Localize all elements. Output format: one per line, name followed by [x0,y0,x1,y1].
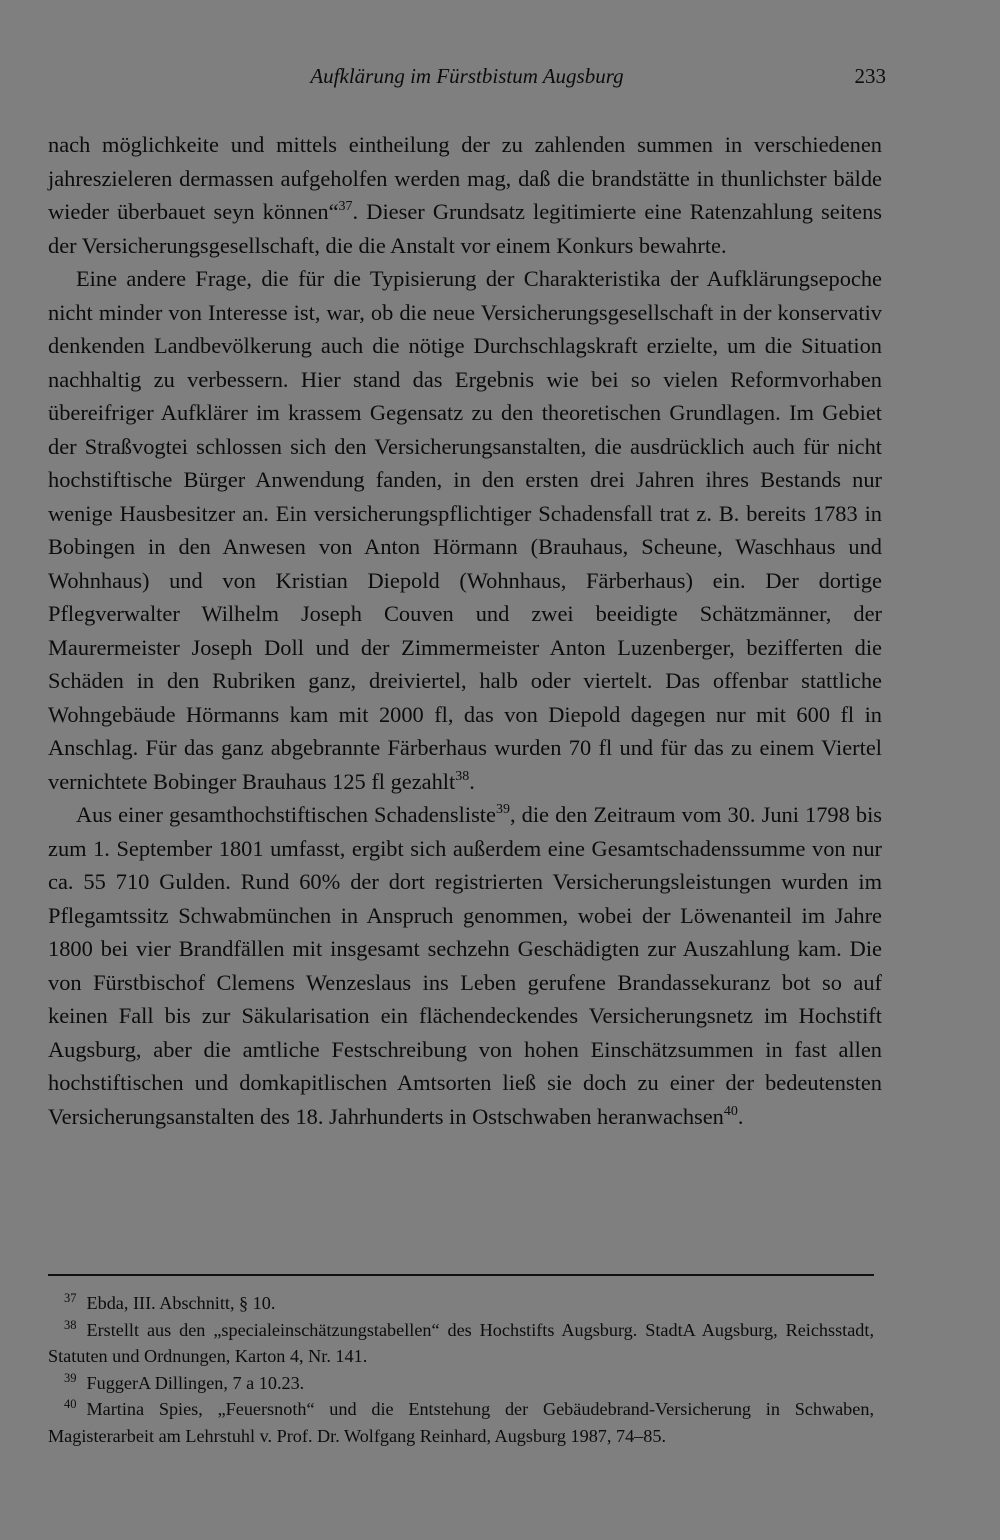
paragraph-3-text-c: . [737,1103,744,1129]
footnote-text: Erstellt aus den „specialeinschätzungstabellen“ des Hochstifts Augsburg. StadtA Augsburg, Reichsstadt, Statuten und Ordnungen, Karton 4, Nr. 141. [48,1319,874,1366]
footnote-ref-38: 38 [455,768,470,784]
footnote-37 [48,1290,874,1317]
footnote-ref-40: 40 [723,1103,738,1119]
paragraph-3 [48,798,882,1133]
footnote-40 [48,1396,874,1449]
footnote-text: Ebda, III. Abschnitt, § 10. [86,1293,276,1313]
footnote-text: Martina Spies, „Feuersnoth“ und die Entstehung der Gebäudebrand-Versicherung in Schwaben, Magisterarbeit am Lehrstuhl v. Prof. Dr. Wolfgang Reinhard, Augsburg 1987, 74–85. [48,1399,874,1446]
footnote-number: 38 [64,1317,77,1332]
paragraph-1 [48,128,882,262]
footnote-text: FuggerA Dillingen, 7 a 10.23. [86,1372,305,1393]
paragraph-2-text-a: Eine andere Frage, die für die Typisierung der Charakteristika der Aufklärungsepoche nicht minder von Interesse ist, war, ob die neue Versicherungsgesellschaft in der konservativ denkenden Landbevölkerung auch die nötige Durchschlagskraft erzielte, um die Situation nachhaltig zu verbessern. Hier stand das Ergebnis wie bei so vielen Reformvorhaben übereifriger Aufklärer im krassem Gegensatz zu den theoretischen Grundlagen. Im Gebiet der Straßvogtei schlossen sich den Versicherungsanstalten, die ausdrücklich auch für nicht hochstiftische Bürger Anwendung fanden, in den ersten drei Jahren ihres Bestands nur wenige Hausbesitzer an. Ein versicherungspflichtiger Schadensfall trat z. B. bereits 1783 in Bobingen in den Anwesen von Anton Hörmann (Brauhaus, Scheune, Waschhaus und Wohnhaus) und von Kristian Diepold (Wohnhaus, Färberhaus) ein. Der dortige Pflegverwalter Wilhelm Joseph Couven und zwei beeidigte Schätzmänner, der Maurermeister Joseph Doll und der Zimmermeister Anton Luzenberger, bezifferten die Schäden in den Rubriken ganz, dreiviertel, halb oder viertelt. Das offenbar stattliche Wohngebäude Hörmanns kam mit 2000 fl, das von Diepold dagegen nur mit 600 fl in Anschlag. Für das ganz abgebrannte Färberhaus wurden 70 fl und für das zu einem Viertel vernichtete Bobinger Brauhaus 125 fl gezahlt [48,266,882,794]
page-number: 233 [854,64,886,88]
footnote-ref-39: 39 [495,802,510,817]
paragraph-1-text-b: . Dieser Grundsatz legitimierte eine Ratenzahlung seitens der Versicherungsgesellschaft, die die Anstalt vor einem Konkurs bewahrte. [48,199,882,258]
paragraph-2-text-b: . [469,768,475,794]
footnotes [48,1290,874,1449]
footnote-divider [48,1274,874,1276]
footnote-39 [48,1370,874,1397]
paragraph-2 [48,262,882,798]
footnote-ref-37: 37 [338,199,353,214]
footnote-number: 39 [64,1370,77,1385]
footnote-number: 37 [64,1291,77,1305]
body-text [48,128,882,1133]
footnote-38 [48,1317,874,1370]
running-title: Aufklärung im Fürstbistum Augsburg [310,64,624,88]
paragraph-3-text-a: Aus einer gesamthochstiftischen Schadensliste [76,802,496,827]
footnote-number: 40 [64,1397,77,1411]
paragraph-3-text-b: , die den Zeitraum vom 30. Juni 1798 bis zum 1. September 1801 umfasst, ergibt sich außerdem eine Gesamtschadenssumme von nur ca. 55 710 Gulden. Rund 60% der dort registrierten Versicherungsleistungen wurden im Pflegamtssitz Schwabmünchen in Anspruch genommen, wobei der Löwenanteil im Jahre 1800 bei vier Brandfällen mit insgesamt sechzehn Geschädigten zur Auszahlung kam. Die von Fürstbischof Clemens Wenzeslaus ins Leben gerufene Brandassekuranz bot so auf keinen Fall bis zur Säkularisation ein flächendeckendes Versicherungsnetz im Hochstift Augsburg, aber die amtliche Festschreibung von hohen Einschätzsummen in fast allen hochstiftischen und domkapitlischen Amtsorten ließ sie doch zu einer der bedeutensten Versicherungsanstalten des 18. Jahrhunderts in Ostschwaben heranwachsen [48,802,883,1129]
running-head [48,60,886,92]
paragraph-1-text-a: nach möglichkeite und mittels eintheilung der zu zahlenden summen in verschiedenen jahreszieleren dermassen aufgeholfen werden mag, daß die brandstätte in thunlichster bälde wieder überbauet seyn können“ [48,132,882,224]
